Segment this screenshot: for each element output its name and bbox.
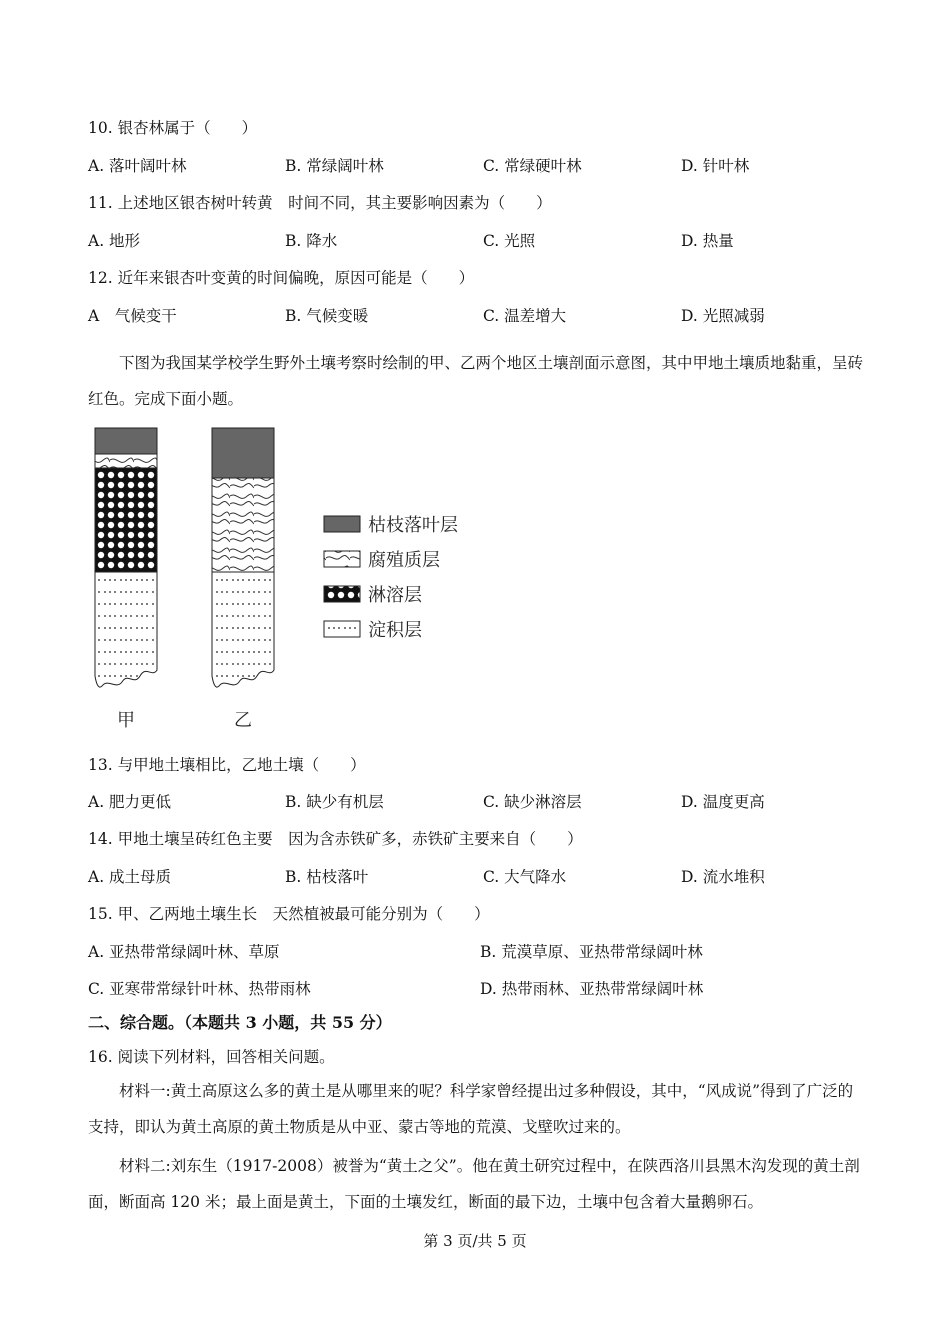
profile-label-jia: 甲 [117, 710, 135, 731]
q13-option-c[interactable]: C. 缺少淋溶层 [483, 793, 582, 811]
legend-label-deposition: 淀积层 [368, 620, 422, 641]
q10-option-c[interactable]: C. 常绿硬叶林 [483, 157, 582, 175]
material-1-paragraph: 材料一:黄土高原这么多的黄土是从哪里来的呢？科学家曾经提出过多种假设，其中，“风成说”得到了广泛的支持，即认为黄土高原的黄土物质是从中亚、蒙古等地的荒漠、戈壁吹过来的。 [88, 1082, 854, 1136]
legend-swatch-deposition [324, 621, 360, 637]
question-13-stem: 13. 与甲地土壤相比，乙地土壤（ ） [88, 756, 366, 774]
legend-label-humus: 腐殖质层 [368, 550, 440, 571]
section-2-heading: 二、综合题。（本题共 3 小题，共 55 分） [88, 1013, 392, 1032]
legend-label-leaching: 淋溶层 [368, 585, 422, 606]
q14-option-c[interactable]: C. 大气降水 [483, 868, 567, 886]
legend-swatch-litter [324, 516, 360, 532]
question-14-stem: 14. 甲地土壤呈砖红色主要 因为含赤铁矿多，赤铁矿主要来自（ ） [88, 830, 583, 848]
question-16-stem: 16. 阅读下列材料，回答相关问题。 [88, 1048, 335, 1066]
legend-swatch-humus [324, 551, 360, 567]
q11-option-a[interactable]: A. 地形 [88, 232, 141, 250]
q11-option-c[interactable]: C. 光照 [483, 232, 536, 250]
q12-option-d[interactable]: D. 光照减弱 [681, 307, 765, 325]
q15-option-c[interactable]: C. 亚寒带常绿针叶林、热带雨林 [88, 980, 311, 998]
legend-label-litter: 枯枝落叶层 [368, 515, 458, 536]
figure-intro-paragraph: 下图为我国某学校学生野外土壤考察时绘制的甲、乙两个地区土壤剖面示意图，其中甲地土壤质地黏重，呈砖红色。完成下面小题。 [88, 354, 864, 408]
figure-legend [324, 515, 458, 641]
soil-profile-figure [86, 420, 476, 740]
page-number-footer: 第 3 页/共 5 页 [423, 1232, 527, 1250]
jia-leaching-layer [95, 468, 157, 572]
jia-deposition-layer [95, 572, 157, 687]
q12-option-b[interactable]: B. 气候变暖 [285, 307, 369, 325]
q15-option-a[interactable]: A. 亚热带常绿阔叶林、草原 [88, 943, 280, 961]
question-10-stem: 10. 银杏林属于（ ） [88, 119, 258, 137]
q10-option-a[interactable]: A. 落叶阔叶林 [88, 157, 187, 175]
q15-option-b[interactable]: B. 荒漠草原、亚热带常绿阔叶林 [480, 943, 703, 961]
q14-option-b[interactable]: B. 枯枝落叶 [285, 868, 369, 886]
q10-option-d[interactable]: D. 针叶林 [681, 157, 750, 175]
jia-humus-layer [95, 454, 157, 468]
yi-humus-layer [212, 478, 274, 572]
q11-option-d[interactable]: D. 热量 [681, 232, 734, 250]
q12-option-c[interactable]: C. 温差增大 [483, 307, 567, 325]
question-11-stem: 11. 上述地区银杏树叶转黄 时间不同，其主要影响因素为（ ） [88, 194, 552, 212]
profile-label-yi: 乙 [234, 710, 252, 731]
profile-jia [95, 428, 157, 687]
yi-deposition-layer [212, 572, 274, 687]
q14-option-d[interactable]: D. 流水堆积 [681, 868, 765, 886]
jia-litter-layer [95, 428, 157, 454]
q13-option-b[interactable]: B. 缺少有机层 [285, 793, 384, 811]
q10-option-b[interactable]: B. 常绿阔叶林 [285, 157, 384, 175]
question-12-stem: 12. 近年来银杏叶变黄的时间偏晚，原因可能是（ ） [88, 269, 475, 287]
q14-option-a[interactable]: A. 成土母质 [88, 868, 172, 886]
q13-option-d[interactable]: D. 温度更高 [681, 793, 765, 811]
yi-litter-layer [212, 428, 274, 478]
material-2-paragraph: 材料二:刘东生（1917-2008）被誉为“黄土之父”。他在黄土研究过程中，在陕西洛川县黑木沟发现的黄土剖面，断面高 120 米；最上面是黄土，下面的土壤发红，断面的最下边，土壤中包含着大量鹅卵石。 [88, 1157, 860, 1211]
profile-yi [212, 428, 274, 687]
q13-option-a[interactable]: A. 肥力更低 [88, 793, 172, 811]
q15-option-d[interactable]: D. 热带雨林、亚热带常绿阔叶林 [480, 980, 704, 998]
q11-option-b[interactable]: B. 降水 [285, 232, 338, 250]
question-15-stem: 15. 甲、乙两地土壤生长 天然植被最可能分别为（ ） [88, 905, 490, 923]
q12-option-a[interactable]: A 气候变干 [88, 307, 177, 325]
legend-swatch-leaching [324, 586, 360, 602]
